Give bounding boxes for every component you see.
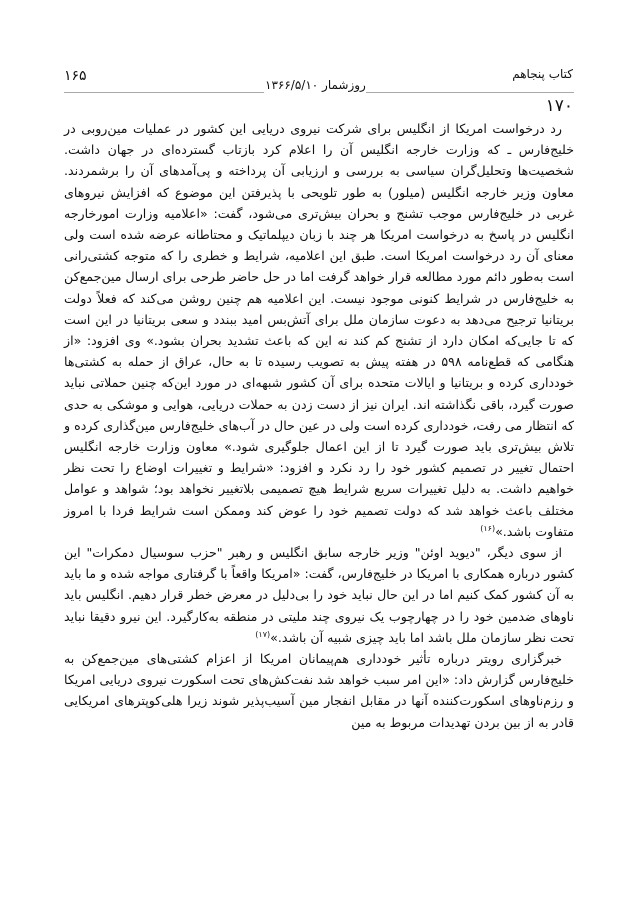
header-rule-left bbox=[64, 92, 264, 93]
paragraph-text: رد درخواست امریکا از انگلیس برای شرکت نیروی دریایی این کشور در عملیات مین‌روبی در خلیج‌فارس ـ که وزارت خارجه انگلیس آن را اعلام کرد بازتاب گسترده‌ای در جهان داشت. شخصیت‌ها وتحلیل‌گران سیاسی به بررسی و ارزیابی آن پرداخته و پی‌آمدهای آن را برشمردند. معاون وزیر خارجه انگلیس (میلور) به طور تلویحی با پذیرفتن این موضوع که افزایش نیروهای غربی در خلیج‌فارس موجب تشنج و بحران بیش‌تری می‌شود، گفت: «اعلامیه وزارت امورخارجه انگلیس در پاسخ به درخواست امریکا هر چند با زبان دیپلماتیک و محتاطانه عرضه شده است ولی معنای آن رد درخواست امریکا است. طبق این اعلامیه، شرایط و خطری را که متوجه کشتی‌رانی است به‌طور دائم مورد مطالعه قرار خواهد گرفت اما در حل حاضر طرحی برای ارسال مین‌جمع‌کن به خلیج‌فارس در شرایط کنونی موجود نیست. این اعلامیه هم چنین روشن می‌کند که فعلاً دولت بریتانیا ترجیح می‌دهد به دعوت سازمان ملل برای آتش‌بس امید ببندد و سعی بریتانیا در این است که تا جایی‌که امکان دارد از تشنج کم کند نه این که باعث تشدید بحران بشود.» وی افزود: «از هنگامی که قطع‌نامه ۵۹۸ در هفته پیش به تصویب رسیده تا به حال، عراق از حمله به کشتی‌ها خودداری کرده و بریتانیا و ایالات متحده برای آن کشور شبهه‌ای در مورد این‌که چنین حملاتی نباید صورت گیرد، باقی نگذاشته اند. ایران نیز از دست زدن به حملات دریایی، هوایی و موشکی به حدی که انتظار می رفت، خودداری کرده است ولی در عین حال در آب‌های خلیج‌فارس مین‌گذاری کرده و تلاش بیش‌تری باید صورت گیرد تا از این اعمال جلوگیری شود.» معاون وزارت خارجه انگلیس احتمال تغییر در تصمیم کشور خود را رد نکرد و افزود: «شرایط و تغییرات اوضاع را تحت نظر خواهیم داشت. به دلیل تغییرات سریع شرایط هیچ تصمیمی بلاتغییر نخواهد بود؛ شواهد و عوامل مختلف باعث خواهد شد که دولت تصمیم خود را عوض کند وممکن است شرایط فردا با امروز متفاوت باشد.» bbox=[64, 121, 574, 539]
footnote-marker: (۱۶) bbox=[480, 523, 496, 533]
footnote-marker: (۱۷) bbox=[255, 629, 271, 639]
book-title: کتاب پنجاهم bbox=[512, 67, 573, 81]
entry-body bbox=[64, 118, 574, 733]
diary-date: روزشمار ۱۳۶۶/۵/۱۰ bbox=[265, 78, 366, 92]
paragraph-text: خبرگزاری رویتر درباره تأثیر خودداری هم‌پیمانان امریکا از اعزام کشتی‌های مین‌جمع‌کن به خلیج‌فارس گزارش داد: «این امر سبب خواهد شد نفت‌کش‌های تحت اسکورت نیروی دریایی امریکا و رزم‌ناوهای اسکورت‌کننده آنها در مقابل انفجار مین آسیب‌پذیر شوند زیرا هلی‌کوپترهای امریکایی قادر به از بین بردن تهدیدات مربوط به مین bbox=[64, 651, 574, 730]
page-number: ۱۶۵ bbox=[64, 68, 87, 84]
paragraph bbox=[64, 118, 574, 542]
paragraph-text: از سوی دیگر، "دیوید اوئن" وزیر خارجه سابق انگلیس و رهبر "حزب سوسیال دمکرات" این کشور درباره همکاری با امریکا در خلیج‌فارس، گفت: «امریکا واقعاً با گرفتاری مواجه شده و ما باید به آن کشور کمک کنیم اما در این حال نباید خود را بی‌دلیل در معرض خطر قرار دهیم. انگلیس باید ناوهای ضدمین خود را در چهارچوب یک نیروی چند ملیتی در منطقه به‌کارگیرد. این نیرو دقیقا نباید تحت نظر سازمان ملل باشد اما باید چیزی شبیه آن باشد.» bbox=[64, 545, 574, 645]
paragraph bbox=[64, 648, 574, 733]
paragraph bbox=[64, 542, 574, 648]
header-rule-right bbox=[366, 92, 574, 93]
entry-number: ۱۷۰ bbox=[545, 96, 573, 116]
